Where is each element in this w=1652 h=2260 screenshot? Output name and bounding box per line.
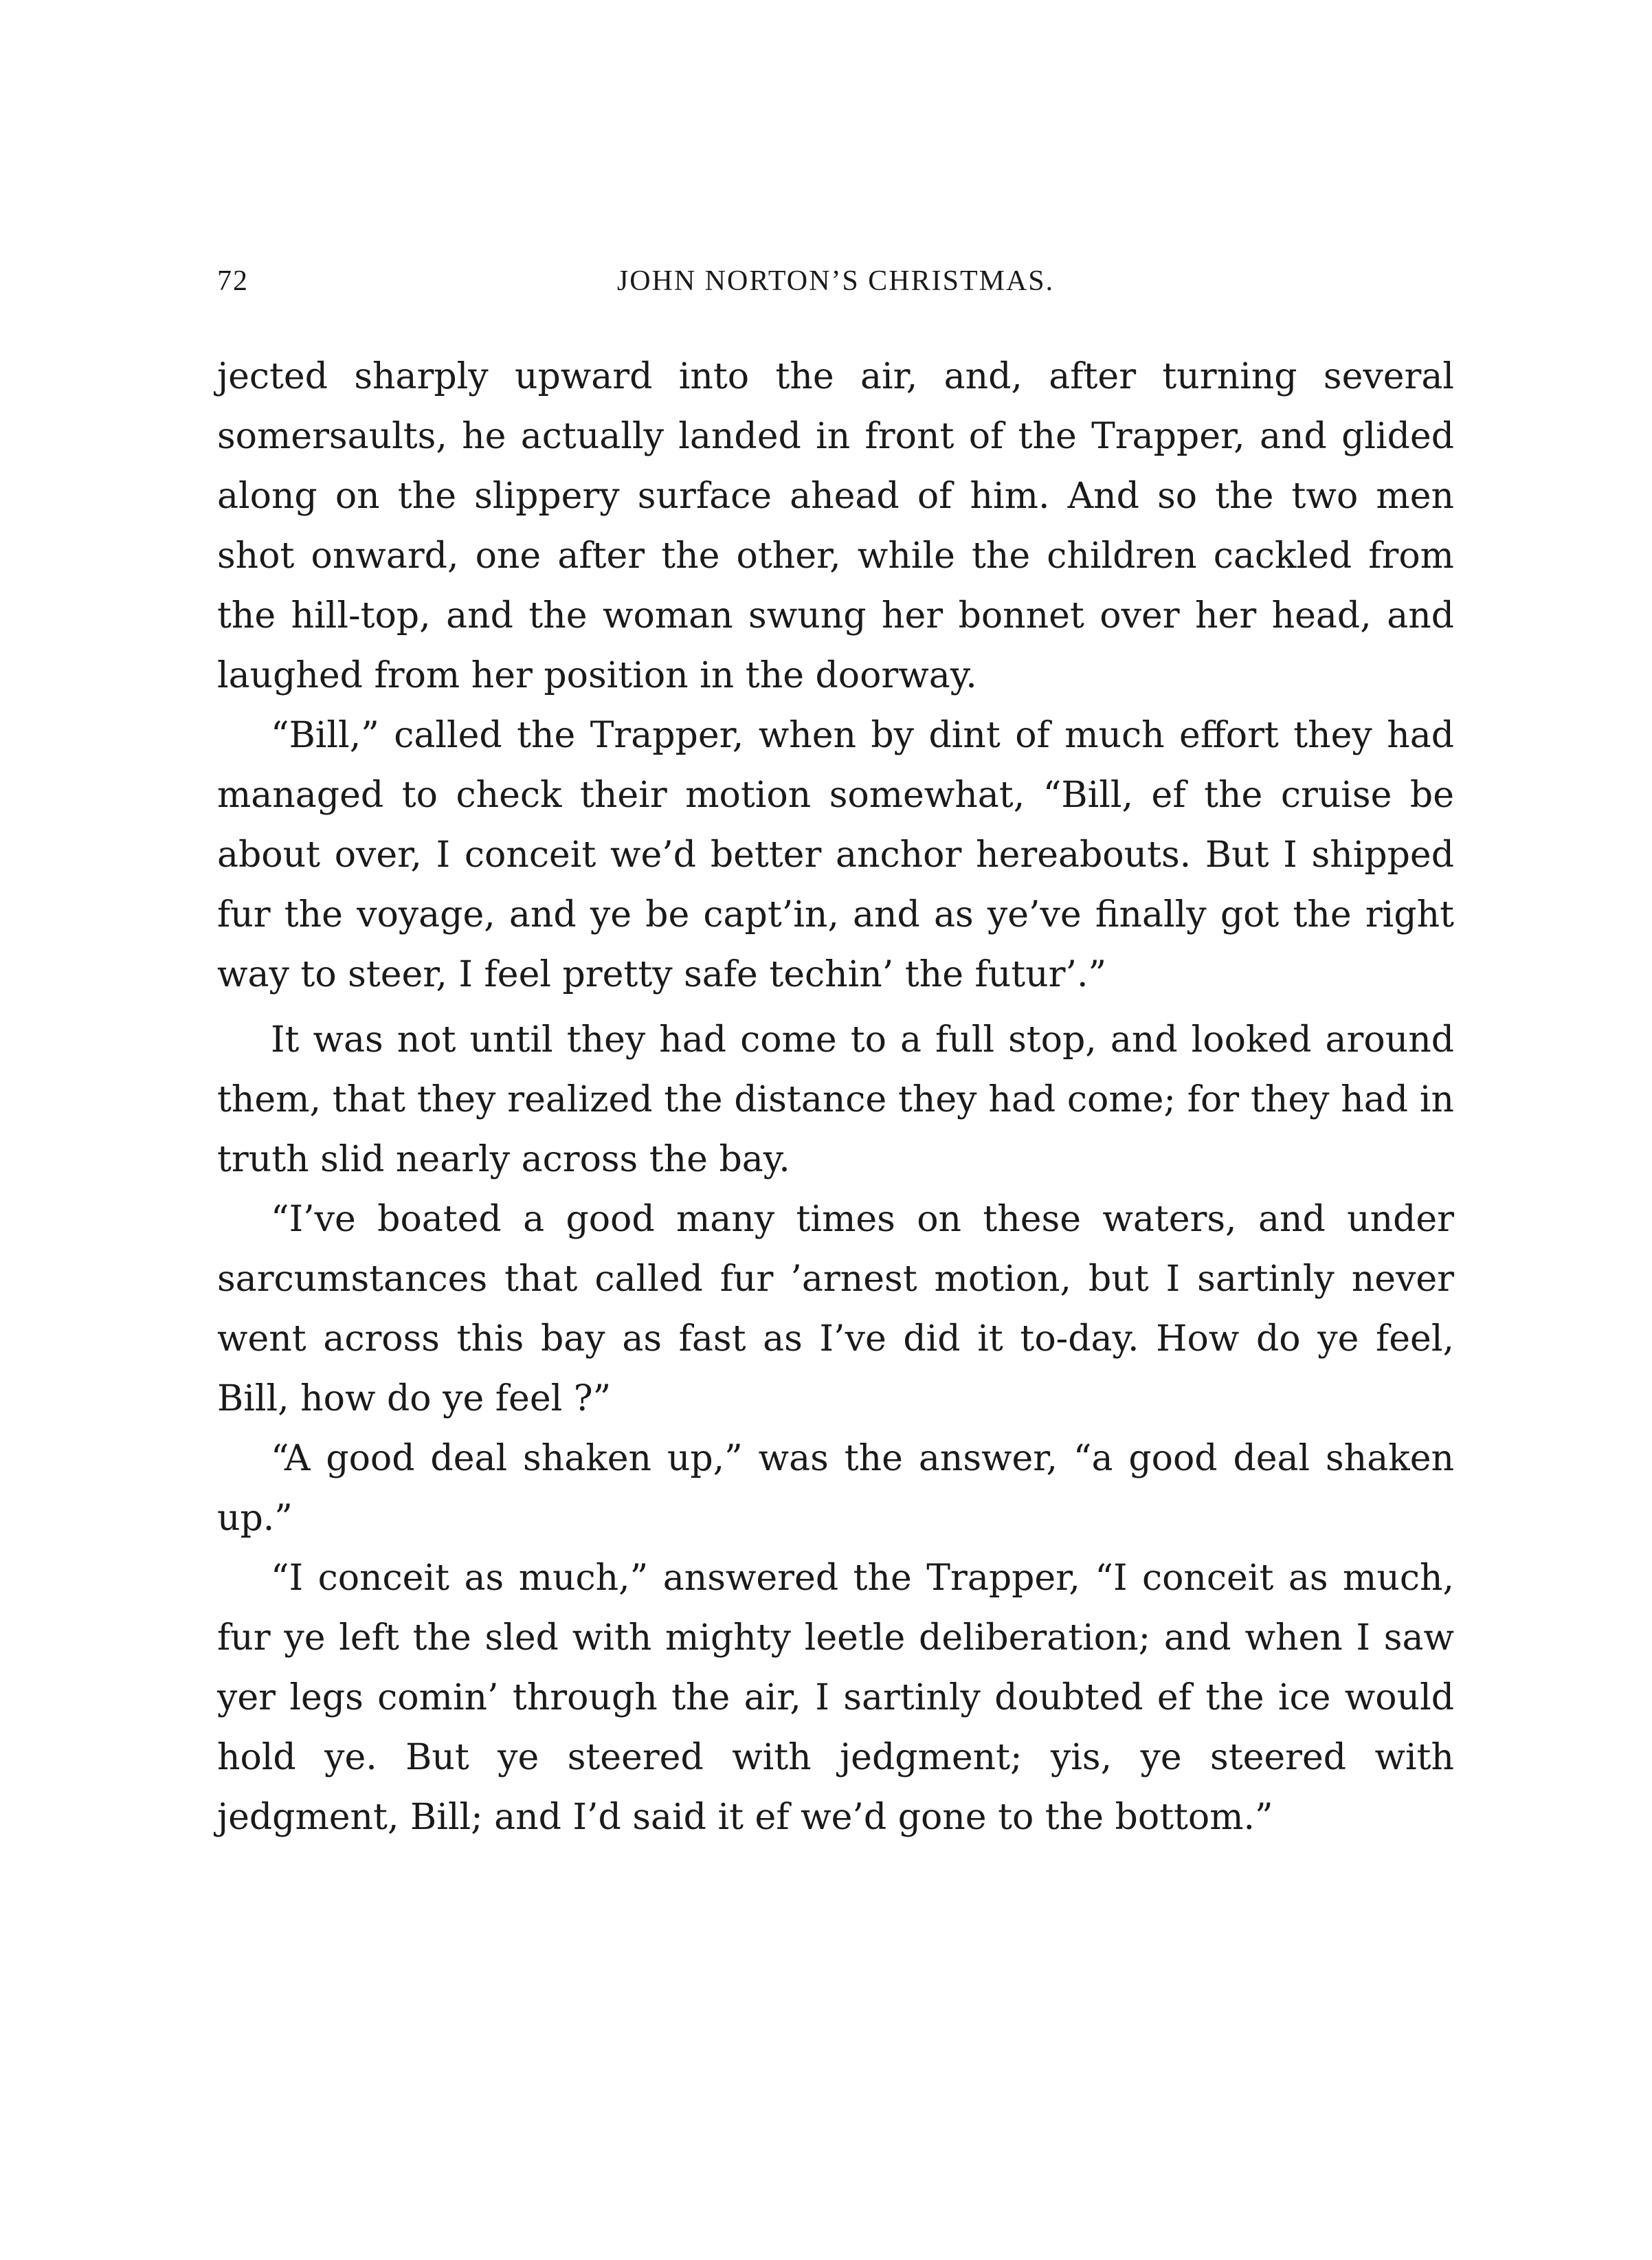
paragraph-full-stop: It was not until they had come to a full stop, and looked around them, that they realized the distance they had come; for they had in truth slid nearly across the bay. [217,1019,1454,1180]
page-number: 72 [217,265,249,297]
paragraph-boated: “I’ve boated a good many times on these waters, and under sarcumstances that called fur ’arnest motion, but I sartinly never went across this bay as fast as I’ve did it to-day. How do ye feel, Bill, how do ye feel ?” [217,1199,1454,1419]
book-title: JOHN NORTON’S CHRISTMAS. [616,265,1055,297]
paragraph-bill-called: “Bill,” called the Trapper, when by dint of much effort they had managed to check their motion somewhat, “Bill, ef the cruise be about over, I conceit we’d better anchor hereabouts. But I shipped fur the voyage, and ye be capt’in, and as ye’ve finally got the right way to steer, I feel pretty safe techin’ the futur’.” [217,715,1454,995]
body-text [217,347,1454,1848]
paragraph-shaken-up: “A good deal shaken up,” was the answer, “a good deal shaken up.” [217,1438,1454,1539]
book-page [217,265,1454,1848]
paragraph-conceit: “I conceit as much,” answered the Trapper, “I conceit as much, fur ye left the sled with mighty leetle deliberation; and when I saw yer legs comin’ through the air, I sartinly doubted ef the ice would hold ye. But ye steered with jedgment; yis, ye steered with jedgment, Bill; and I’d said it ef we’d gone to the bottom.” [217,1558,1454,1838]
paragraph-continued: jected sharply upward into the air, and, after turning several somersaults, he actually landed in front of the Trapper, and glided along on the slippery surface ahead of him. And so the two men shot onward, one after the other, while the children cackled from the hill-top, and the woman swung her bonnet over her head, and laughed from her position in the doorway. [217,356,1454,696]
running-head [217,265,1454,320]
